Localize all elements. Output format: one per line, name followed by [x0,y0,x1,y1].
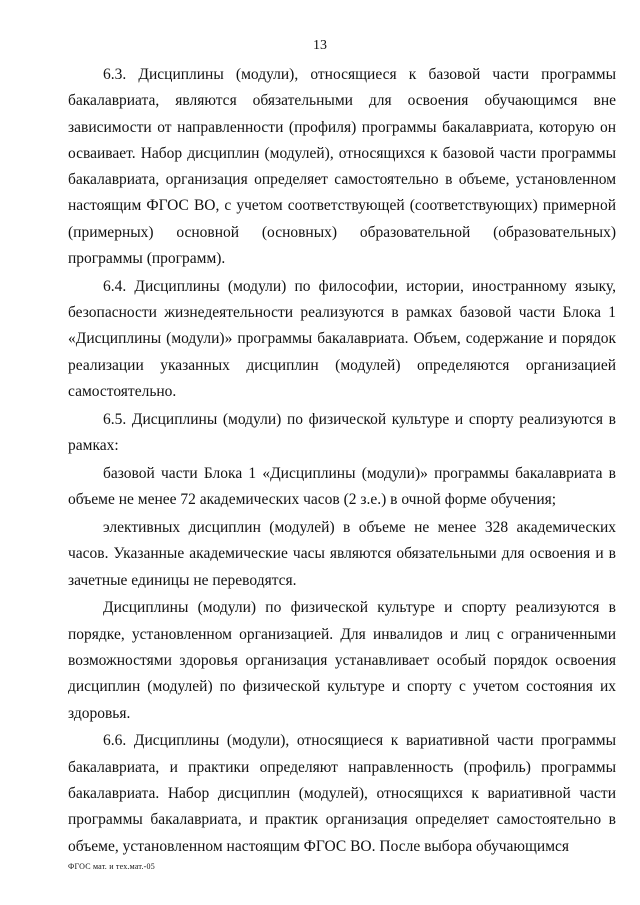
page-footer: ФГОС мат. и тех.мат.-05 [68,862,155,871]
paragraph-elective: элективных дисциплин (модулей) в объеме не менее 328 академических часов. Указанные академические часы являются обязательными для освоения и в зачетные единицы не переводятся. [68,519,616,589]
paragraph-6-4: 6.4. Дисциплины (модули) по философии, истории, иностранному языку, безопасности жизнедеятельности реализуются в рамках базовой части Блока 1 «Дисциплины (модули)» программы бакалавриата. Объем, содержание и порядок реализации указанных дисциплин (модулей) определяются организацией самостоятельно. [68,277,616,401]
document-body [68,62,616,861]
page-number: 13 [313,38,327,53]
paragraph-6-6: 6.6. Дисциплины (модули), относящиеся к вариативной части программы бакалавриата, и практики определяют направленность (профиль) программы бакалавриата. Набор дисциплин (модулей), относящихся к вариативной части программы бакалавриата, и практик организация определяет самостоятельно в объеме, установленном настоящим ФГОС ВО. После выбора обучающимся [68,732,616,855]
paragraph-base-part: базовой части Блока 1 «Дисциплины (модули)» программы бакалавриата в объеме не менее 72 академических часов (2 з.е.) в очной форме обучения; [68,464,616,509]
paragraph-6-5: 6.5. Дисциплины (модули) по физической культуре и спорту реализуются в рамках: [68,410,616,455]
paragraph-6-3: 6.3. Дисциплины (модули), относящиеся к базовой части программы бакалавриата, являются обязательными для освоения обучающимся вне зависимости от направленности (профиля) программы бакалавриата, которую он осваивает. Набор дисциплин (модулей), относящихся к базовой части программы бакалавриата, организация определяет самостоятельно в объеме, установленном настоящим ФГОС ВО, с учетом соответствующей (соответствующих) примерной (примерных) основной (основных) образовательной (образовательных) программы (программ). [68,66,616,268]
paragraph-pe-order: Дисциплины (модули) по физической культуре и спорту реализуются в порядке, установленном организацией. Для инвалидов и лиц с ограниченными возможностями здоровья организация устанавливает особый порядок освоения дисциплин (модулей) по физической культуре и спорту с учетом состояния их здоровья. [68,599,616,722]
